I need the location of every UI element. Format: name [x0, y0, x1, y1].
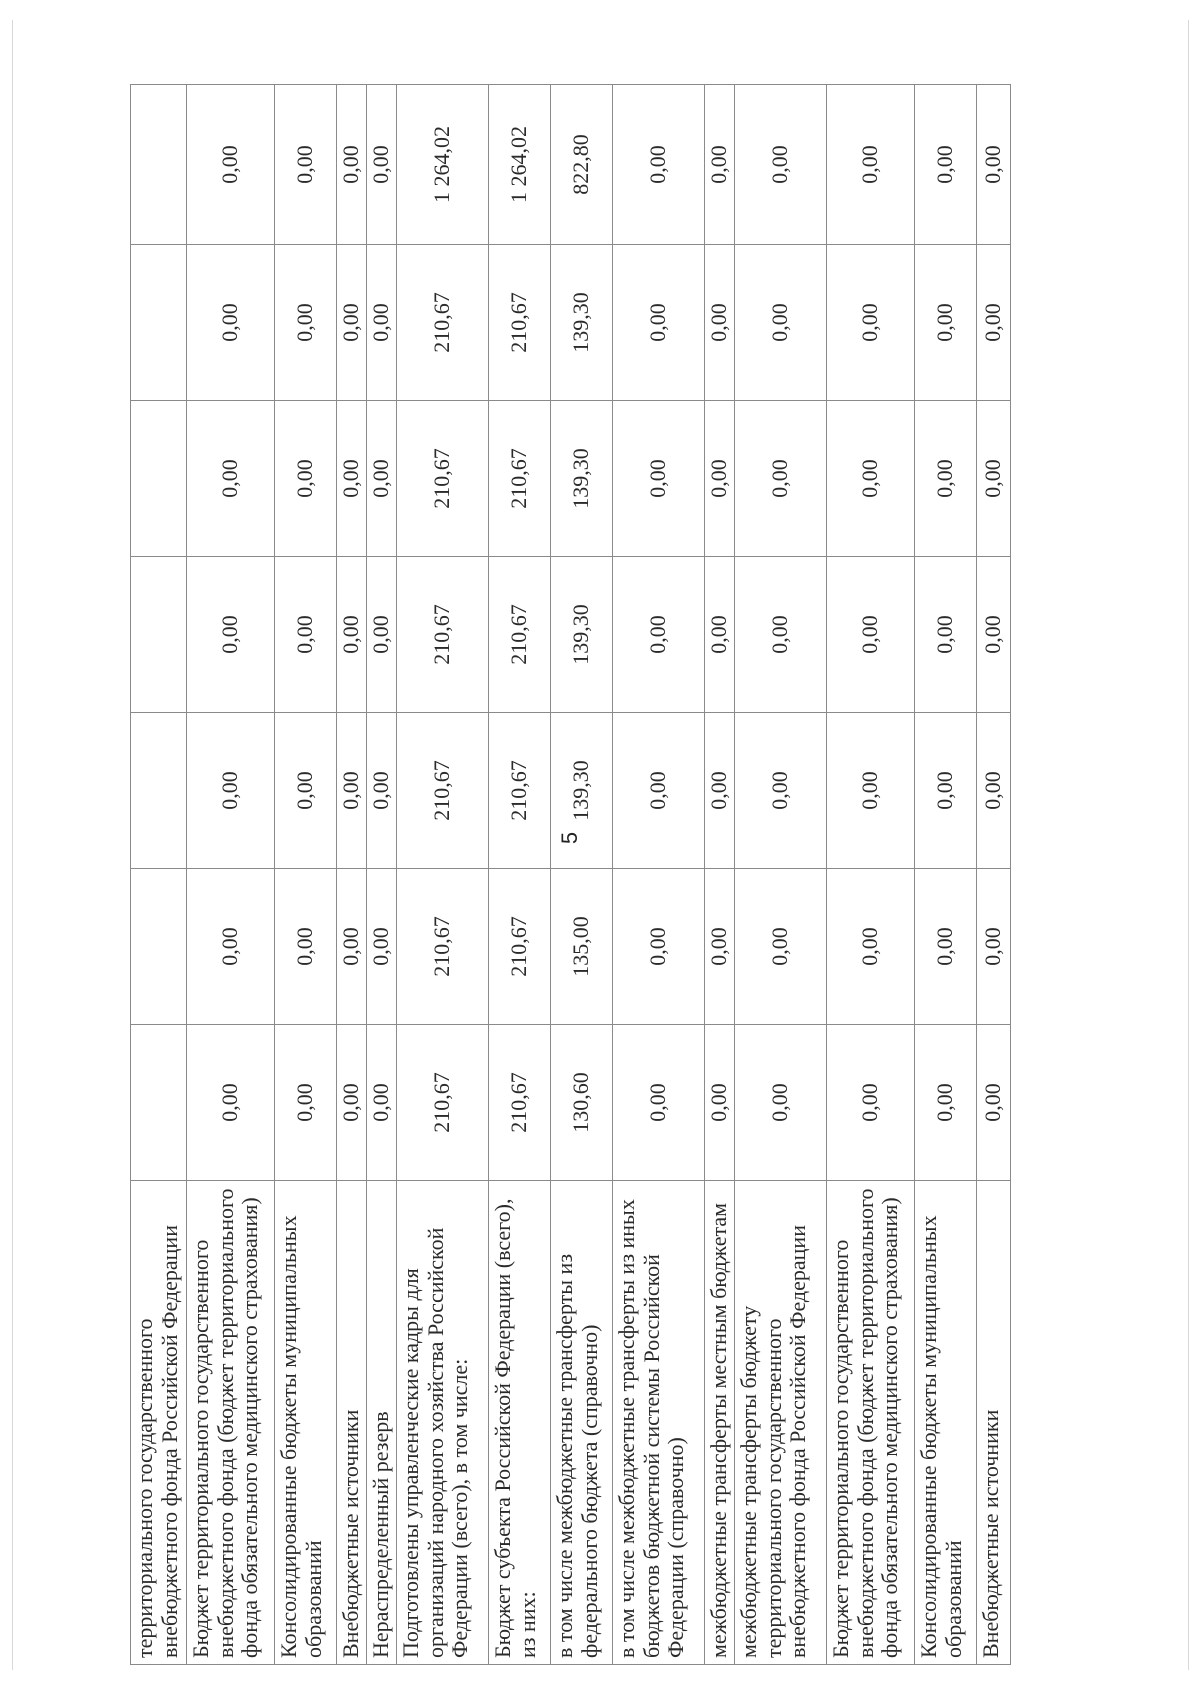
value-cell	[131, 245, 187, 401]
table-body	[131, 85, 1011, 1665]
value-cell: 210,67	[489, 557, 551, 713]
value-cell: 0,00	[275, 1025, 337, 1181]
table-row	[551, 85, 613, 1665]
value-cell: 210,67	[489, 869, 551, 1025]
value-cell	[131, 85, 187, 245]
row-label: Внебюджетные источники	[977, 1181, 1011, 1665]
value-cell: 1 264,02	[489, 85, 551, 245]
value-cell: 0,00	[705, 85, 735, 245]
value-cell: 0,00	[187, 245, 275, 401]
value-cell: 0,00	[187, 713, 275, 869]
value-cell: 139,30	[551, 401, 613, 557]
value-cell: 0,00	[613, 1025, 705, 1181]
value-cell: 0,00	[275, 85, 337, 245]
value-cell: 0,00	[705, 245, 735, 401]
value-cell: 0,00	[705, 1025, 735, 1181]
value-cell: 210,67	[489, 401, 551, 557]
row-label: Нераспределенный резерв	[367, 1181, 397, 1665]
value-cell: 0,00	[705, 401, 735, 557]
value-cell: 0,00	[613, 85, 705, 245]
value-cell: 0,00	[337, 869, 367, 1025]
table-row	[915, 85, 977, 1665]
value-cell: 0,00	[613, 869, 705, 1025]
value-cell: 0,00	[915, 557, 977, 713]
value-cell: 0,00	[613, 557, 705, 713]
value-cell: 0,00	[705, 869, 735, 1025]
row-label: Консолидированные бюджеты муниципальных образований	[915, 1181, 977, 1665]
row-label: Бюджет территориального государственного внебюджетного фонда (бюджет территориального фонда обязательного медицинского страхования)	[827, 1181, 915, 1665]
value-cell: 0,00	[275, 557, 337, 713]
value-cell: 0,00	[827, 557, 915, 713]
value-cell: 0,00	[977, 869, 1011, 1025]
value-cell: 0,00	[705, 713, 735, 869]
value-cell: 0,00	[187, 1025, 275, 1181]
value-cell: 0,00	[977, 245, 1011, 401]
value-cell: 139,30	[551, 245, 613, 401]
value-cell: 0,00	[367, 85, 397, 245]
value-cell: 0,00	[915, 713, 977, 869]
row-label: Бюджет субъекта Российской Федерации (всего), из них:	[489, 1181, 551, 1665]
table-row	[489, 85, 551, 1665]
table-row	[613, 85, 705, 1665]
table-row	[187, 85, 275, 1665]
value-cell: 210,67	[489, 245, 551, 401]
value-cell	[131, 869, 187, 1025]
value-cell: 210,67	[397, 557, 489, 713]
value-cell: 0,00	[827, 401, 915, 557]
row-label: межбюджетные трансферты местным бюджетам	[705, 1181, 735, 1665]
value-cell: 0,00	[735, 557, 827, 713]
value-cell: 0,00	[827, 713, 915, 869]
value-cell: 1 264,02	[397, 85, 489, 245]
value-cell: 0,00	[367, 401, 397, 557]
value-cell: 0,00	[735, 869, 827, 1025]
value-cell: 0,00	[337, 1025, 367, 1181]
value-cell: 0,00	[977, 401, 1011, 557]
value-cell: 0,00	[275, 713, 337, 869]
value-cell: 0,00	[187, 401, 275, 557]
value-cell: 0,00	[915, 85, 977, 245]
row-label: межбюджетные трансферты бюджету территориального государственного внебюджетного фонда Российской Федерации	[735, 1181, 827, 1665]
value-cell: 0,00	[613, 245, 705, 401]
value-cell: 0,00	[337, 401, 367, 557]
table-row	[131, 85, 187, 1665]
row-label: в том числе межбюджетные трансферты из иных бюджетов бюджетной системы Российской Федерации (справочно)	[613, 1181, 705, 1665]
value-cell: 0,00	[977, 713, 1011, 869]
value-cell: 210,67	[397, 713, 489, 869]
value-cell: 0,00	[337, 713, 367, 869]
value-cell: 210,67	[397, 401, 489, 557]
value-cell: 0,00	[735, 713, 827, 869]
value-cell	[131, 1025, 187, 1181]
row-label: Консолидированные бюджеты муниципальных образований	[275, 1181, 337, 1665]
table-row	[397, 85, 489, 1665]
table-row	[367, 85, 397, 1665]
scan-edge-line	[12, 20, 13, 1670]
value-cell: 0,00	[367, 869, 397, 1025]
value-cell: 0,00	[367, 713, 397, 869]
value-cell: 0,00	[367, 1025, 397, 1181]
value-cell: 0,00	[735, 85, 827, 245]
value-cell	[131, 401, 187, 557]
value-cell: 0,00	[827, 245, 915, 401]
value-cell: 0,00	[705, 557, 735, 713]
value-cell: 0,00	[827, 85, 915, 245]
value-cell: 0,00	[187, 869, 275, 1025]
value-cell: 0,00	[337, 245, 367, 401]
row-label: Бюджет территориального государственного внебюджетного фонда (бюджет территориального фонда обязательного медицинского страхования)	[187, 1181, 275, 1665]
value-cell: 139,30	[551, 557, 613, 713]
page-number: 5	[557, 831, 582, 845]
value-cell: 139,30	[551, 713, 613, 869]
value-cell: 0,00	[827, 1025, 915, 1181]
value-cell: 0,00	[613, 713, 705, 869]
value-cell: 0,00	[367, 245, 397, 401]
table-row	[827, 85, 915, 1665]
value-cell: 210,67	[397, 869, 489, 1025]
row-label: Внебюджетные источники	[337, 1181, 367, 1665]
table-row	[337, 85, 367, 1665]
value-cell	[131, 557, 187, 713]
table-row	[977, 85, 1011, 1665]
value-cell: 130,60	[551, 1025, 613, 1181]
rotated-table-container	[130, 85, 1190, 1665]
row-label: территориального государственного внебюджетного фонда Российской Федерации	[131, 1181, 187, 1665]
value-cell: 0,00	[367, 557, 397, 713]
value-cell: 210,67	[397, 1025, 489, 1181]
row-label: Подготовлены управленческие кадры для организаций народного хозяйства Российской Федерации (всего), в том числе:	[397, 1181, 489, 1665]
table-row	[275, 85, 337, 1665]
value-cell: 0,00	[977, 85, 1011, 245]
value-cell: 0,00	[915, 245, 977, 401]
value-cell: 0,00	[977, 1025, 1011, 1181]
value-cell	[131, 713, 187, 869]
table-row	[705, 85, 735, 1665]
value-cell: 210,67	[489, 713, 551, 869]
budget-table	[130, 84, 1011, 1665]
value-cell: 0,00	[187, 557, 275, 713]
value-cell: 210,67	[489, 1025, 551, 1181]
value-cell: 0,00	[735, 401, 827, 557]
value-cell: 822,80	[551, 85, 613, 245]
value-cell: 0,00	[735, 1025, 827, 1181]
value-cell: 0,00	[275, 869, 337, 1025]
value-cell: 135,00	[551, 869, 613, 1025]
row-label: в том числе межбюджетные трансферты из федерального бюджета (справочно)	[551, 1181, 613, 1665]
value-cell: 0,00	[977, 557, 1011, 713]
value-cell: 0,00	[915, 869, 977, 1025]
value-cell: 0,00	[275, 245, 337, 401]
value-cell: 0,00	[827, 869, 915, 1025]
value-cell: 0,00	[187, 85, 275, 245]
value-cell: 0,00	[337, 85, 367, 245]
value-cell: 0,00	[735, 245, 827, 401]
value-cell: 0,00	[275, 401, 337, 557]
value-cell: 0,00	[337, 557, 367, 713]
value-cell: 210,67	[397, 245, 489, 401]
table-row	[735, 85, 827, 1665]
value-cell: 0,00	[915, 1025, 977, 1181]
value-cell: 0,00	[613, 401, 705, 557]
value-cell: 0,00	[915, 401, 977, 557]
